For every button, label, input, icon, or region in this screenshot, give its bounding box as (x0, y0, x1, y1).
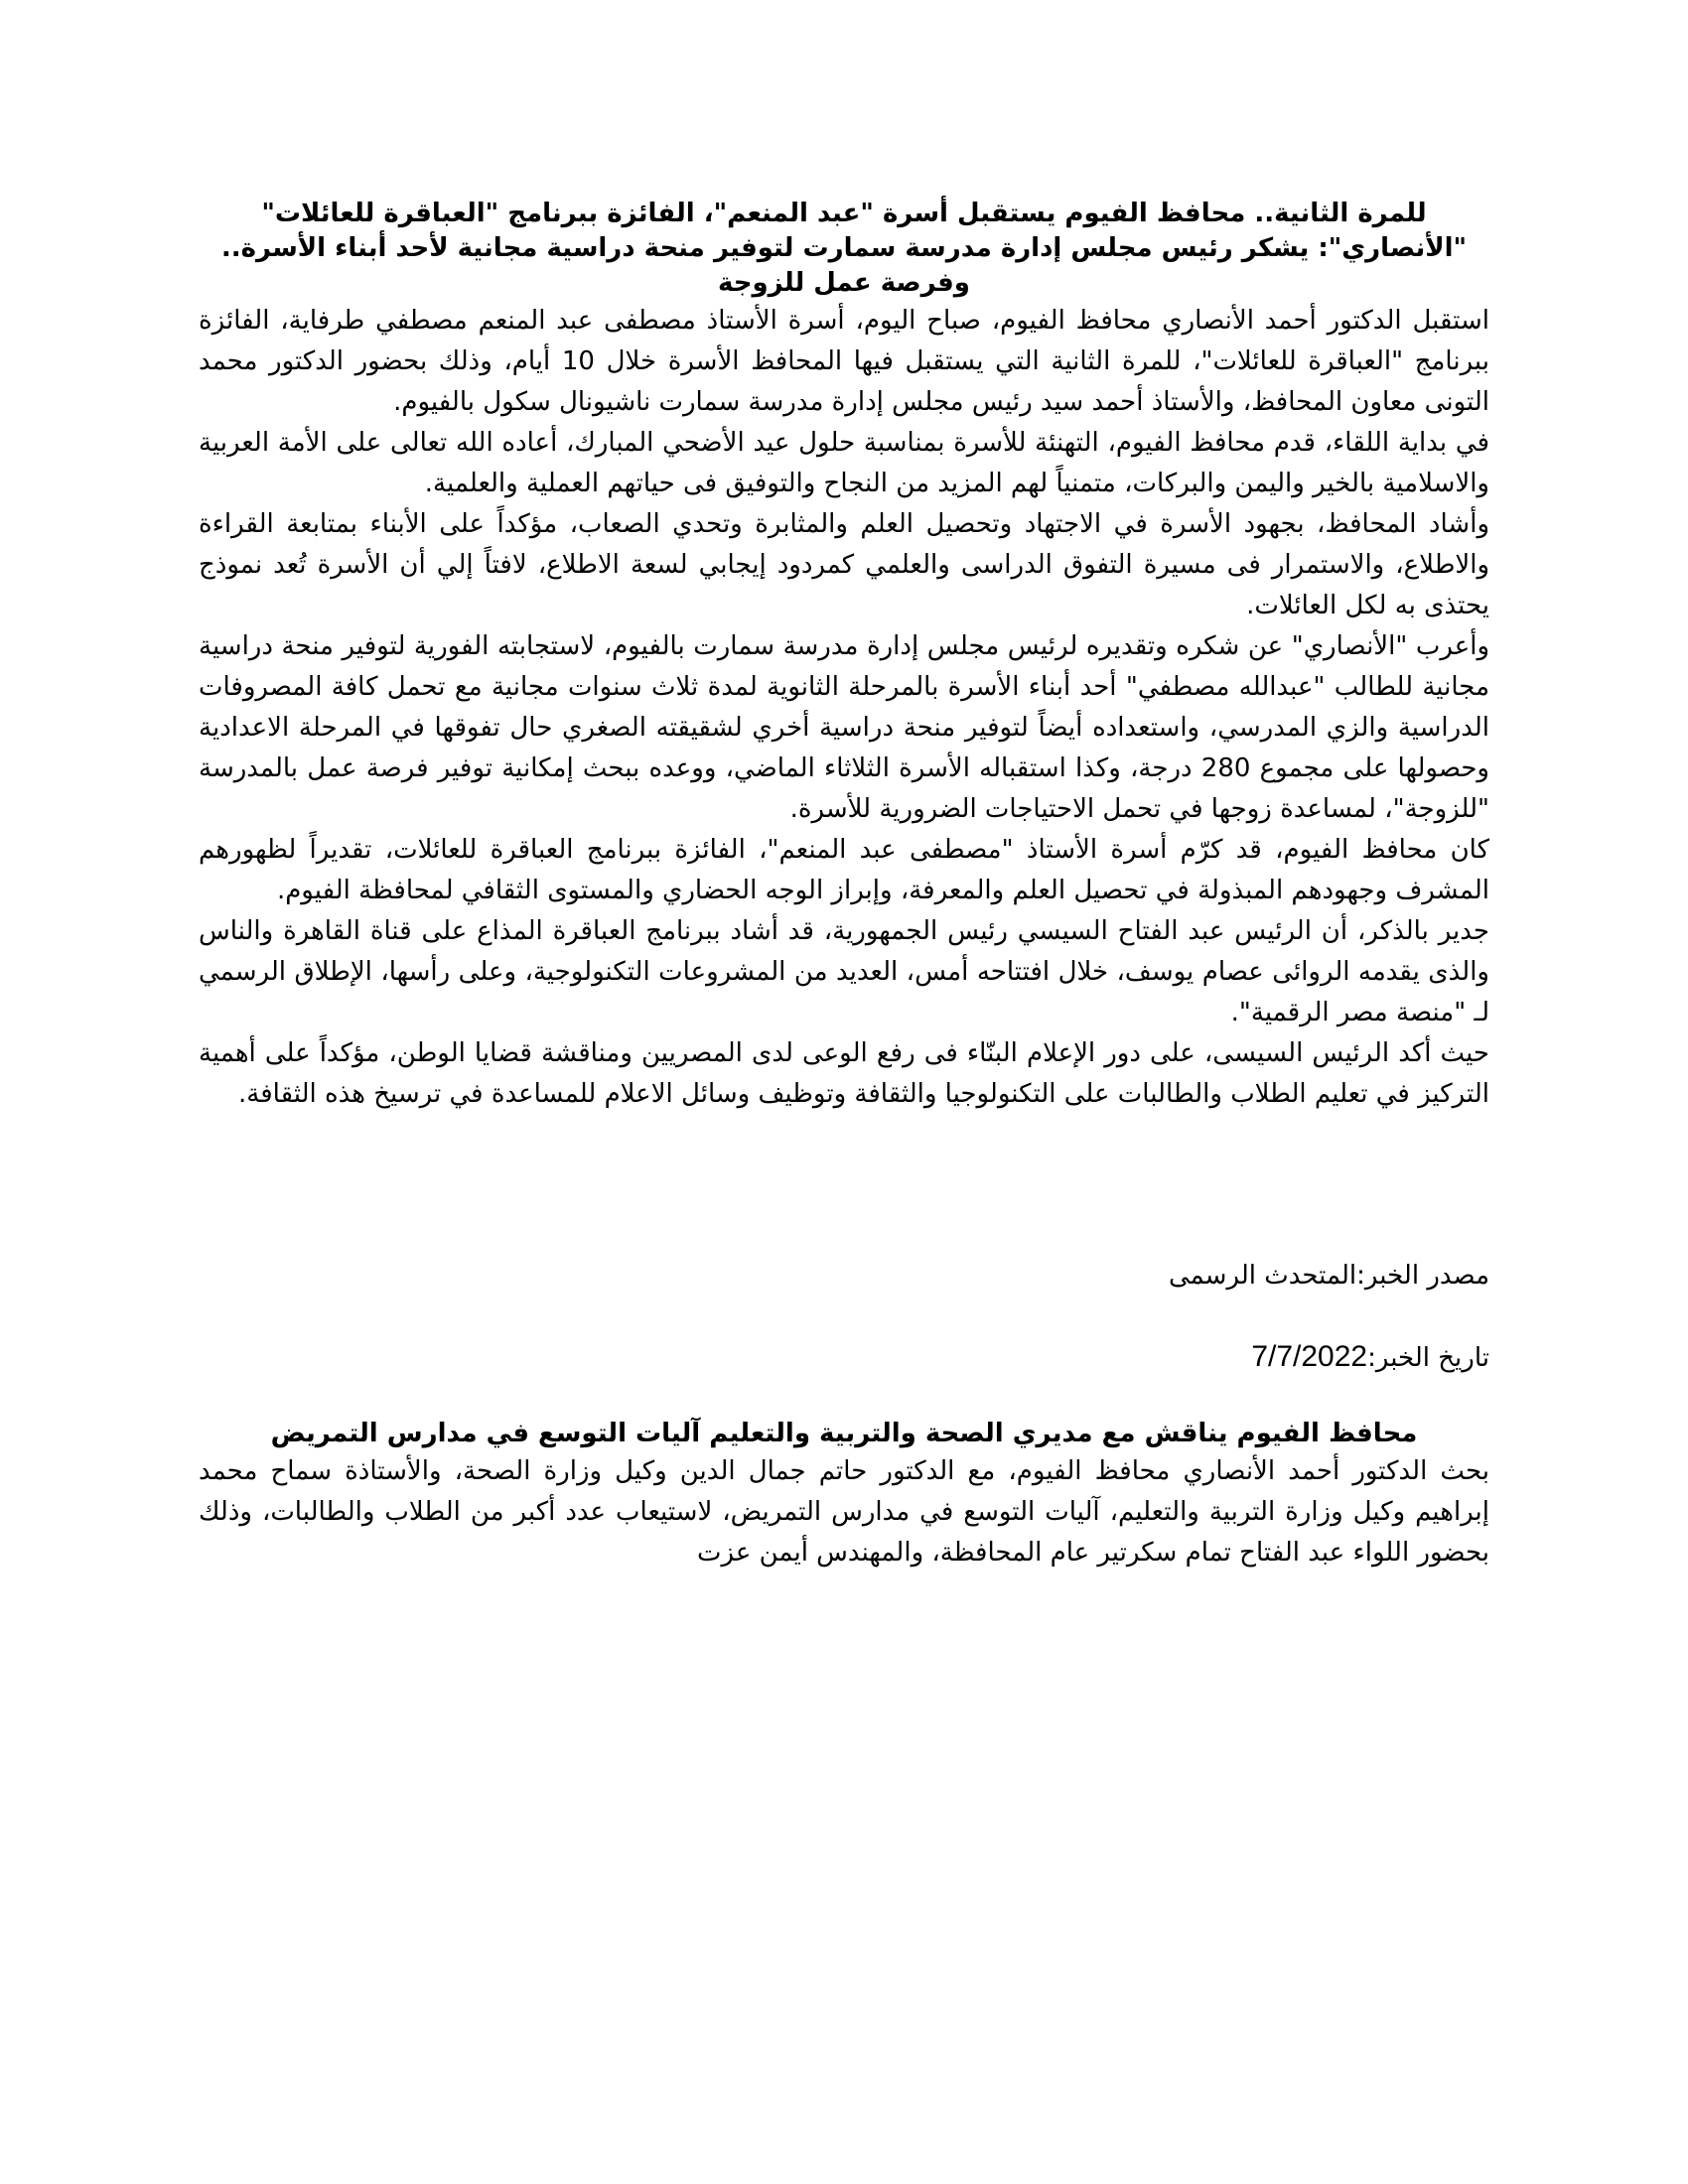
article-nursing-schools (199, 1417, 1489, 1573)
article-paragraph: وأعرب "الأنصاري" عن شكره وتقديره لرئيس مجلس إدارة مدرسة سمارت بالفيوم، لاستجابته الفورية لتوفير منحة دراسية مجانية للطالب "عبدالله مصطفي" أحد أبناء الأسرة بالمرحلة الثانوية لمدة ثلاث سنوات مجانية مع تحمل كافة المصروفات الدراسية والزي المدرسي، واستعداده أيضاً لتوفير منحة دراسية أخري لشقيقته الصغري حال تفوقها في المرحلة الاعدادية وحصولها على مجموع 280 درجة، وكذا استقباله الأسرة الثلاثاء الماضي، ووعده ببحث إمكانية توفير فرصة عمل بالمدرسة "للزوجة"، لمساعدة زوجها في تحمل الاحتياجات الضرورية للأسرة. (199, 631, 1489, 824)
article-fayoum-family (199, 197, 1489, 1115)
article-headline: للمرة الثانية.. محافظ الفيوم يستقبل أسرة "عبد المنعم"، الفائزة ببرنامج "العباقرة للعائلات" "الأنصاري": يشكر رئيس مجلس إدارة مدرسة سمارت لتوفير منحة دراسية مجانية لأحد أبناء الأسرة.. وفرصة عمل للزوجة (220, 199, 1468, 298)
article-paragraph: جدير بالذكر، أن الرئيس عبد الفتاح السيسي رئيس الجمهورية، قد أشاد ببرنامج العباقرة المذاع على قناة القاهرة والناس والذى يقدمه الروائى عصام يوسف، خلال افتتاحه أمس، العديد من المشروعات التكنولوجية، وعلى رأسها، الإطلاق الرسمي لـ "منصة مصر الرقمية". (199, 916, 1489, 1027)
news-date-value: 7/7/2022 (1251, 1340, 1368, 1373)
news-date-line (199, 1336, 1489, 1379)
news-source-value: المتحدث الرسمى (1168, 1261, 1357, 1291)
news-source-label: مصدر الخبر: (1356, 1261, 1489, 1291)
article-paragraph: بحث الدكتور أحمد الأنصاري محافظ الفيوم، مع الدكتور حاتم جمال الدين وكيل وزارة الصحة، والأستاذة سماح محمد إبراهيم وكيل وزارة التربية والتعليم، آليات التوسع في مدارس التمريض، لاستيعاب عدد أكبر من الطلاب والطالبات، وذلك بحضور اللواء عبد الفتاح تمام سكرتير عام المحافظة، والمهندس أيمن عزت (199, 1456, 1489, 1568)
article-paragraph: استقبل الدكتور أحمد الأنصاري محافظ الفيوم، صباح اليوم، أسرة الأستاذ مصطفى عبد المنعم مصطفي طرفاية، الفائزة ببرنامج "العباقرة للعائلات"، للمرة الثانية التي يستقبل فيها المحافظ الأسرة خلال 10 أيام، وذلك بحضور الدكتور محمد التونى معاون المحافظ، والأستاذ أحمد سيد رئيس مجلس إدارة مدرسة سمارت ناشيونال سكول بالفيوم. (199, 306, 1490, 417)
article-paragraph: في بداية اللقاء، قدم محافظ الفيوم، التهنئة للأسرة بمناسبة حلول عيد الأضحي المبارك، أعاده الله تعالى على الأمة العربية والاسلامية بالخير واليمن والبركات، متمنياً لهم المزيد من النجاح والتوفيق فى حياتهم العملية والعلمية. (199, 428, 1489, 498)
article-paragraph: كان محافظ الفيوم، قد كرّم أسرة الأستاذ "مصطفى عبد المنعم"، الفائزة ببرنامج العباقرة للعائلات، تقديراً لظهورهم المشرف وجهودهم المبذولة في تحصيل العلم والمعرفة، وإبراز الوجه الحضاري والمستوى الثقافي لمحافظة الفيوم. (199, 835, 1489, 905)
article-paragraph: وأشاد المحافظ، بجهود الأسرة في الاجتهاد وتحصيل العلم والمثابرة وتحدي الصعاب، مؤكداً على الأبناء بمتابعة القراءة والاطلاع، والاستمرار فى مسيرة التفوق الدراسى والعلمي كمردود إيجابي لسعة الاطلاع، لافتاً إلي أن الأسرة تُعد نموذج يحتذى به لكل العائلات. (199, 509, 1489, 620)
news-date-label: تاريخ الخبر: (1367, 1343, 1489, 1373)
article-headline: محافظ الفيوم يناقش مع مديري الصحة والتربية والتعليم آليات التوسع في مدارس التمريض (270, 1419, 1418, 1448)
news-meta (199, 1256, 1489, 1379)
article-paragraph: حيث أكد الرئيس السيسى، على دور الإعلام البنّاء فى رفع الوعى لدى المصريين ومناقشة قضايا الوطن، مؤكداً على أهمية التركيز في تعليم الطلاب والطالبات على التكنولوجيا والثقافة وتوظيف وسائل الاعلام للمساعدة في ترسيخ هذه الثقافة. (199, 1038, 1489, 1109)
news-source-line (199, 1256, 1489, 1297)
